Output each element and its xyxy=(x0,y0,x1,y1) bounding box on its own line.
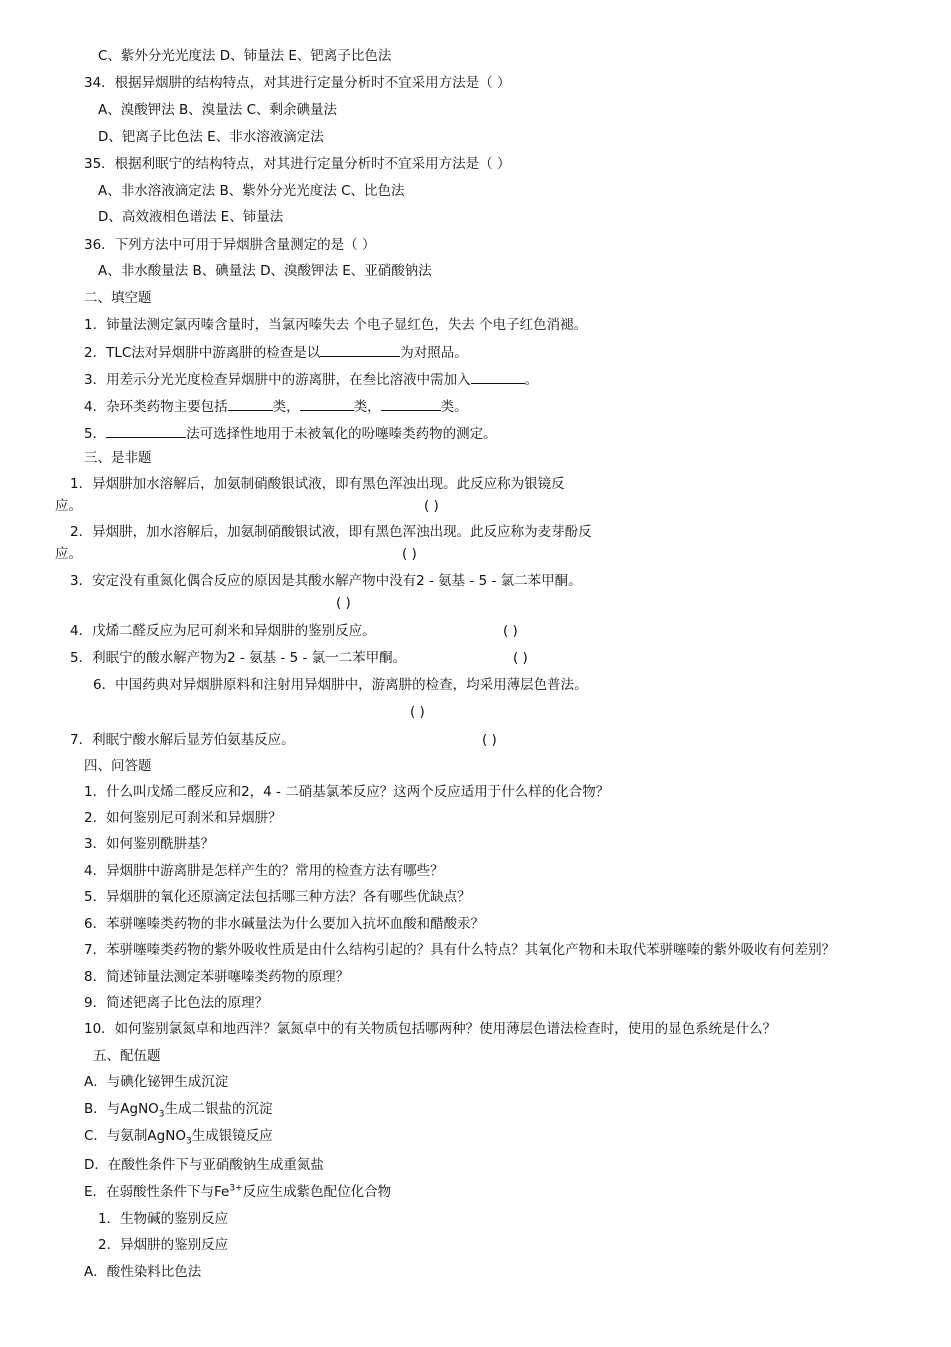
tf-q3-line1: 3．安定没有重氮化偶合反应的原因是其酸水解产物中没有2 - 氨基 - 5 - 氯二苯甲酮。 xyxy=(70,573,582,589)
qa-item: 10．如何鉴别氯氮卓和地西泮？氯氮卓中的有关物质包括哪两种？使用薄层色谱法检查时，使用的显色系统是什么？ xyxy=(84,1021,777,1037)
tf-q2-line2: 应。 xyxy=(55,546,82,562)
mc-q35-options-1: A、非水溶液滴定法 B、紫外分光光度法 C、比色法 xyxy=(98,183,405,199)
tf-q5: 5．利眠宁的酸水解产物为2 - 氨基 - 5 - 氯一二苯甲酮。 xyxy=(70,650,407,666)
mc-q34-options-1: A、溴酸钾法 B、溴量法 C、剩余碘量法 xyxy=(98,102,338,118)
mc-q35-options-2: D、高效液相色谱法 E、铈量法 xyxy=(98,209,284,225)
match-option-c-pre: C．与氨制AgNO xyxy=(84,1128,186,1144)
fill-q4-sep1: 类， xyxy=(272,399,300,415)
match-option-a: A．与碘化铋钾生成沉淀 xyxy=(84,1074,229,1090)
match-option-e xyxy=(84,1183,391,1201)
tf-q4-paren: ( ) xyxy=(503,623,518,639)
match-option-c xyxy=(84,1127,273,1145)
tf-q1-paren: ( ) xyxy=(424,498,439,514)
tf-q2-line1: 2．异烟肼，加水溶解后，加氨制硝酸银试液，即有黑色浑浊出现。此反应称为麦芽酚反 xyxy=(70,524,592,540)
tf-q6: 6．中国药典对异烟肼原料和注射用异烟肼中，游离肼的检查，均采用薄层色普法。 xyxy=(93,677,588,693)
fill-q4-blank-2 xyxy=(300,396,354,411)
qa-item: 8．简述铈量法测定苯骈噻嗪类药物的原理？ xyxy=(84,969,350,985)
mc-q36-options-1: A、非水酸量法 B、碘量法 D、溴酸钾法 E、亚硝酸钠法 xyxy=(98,263,432,279)
fill-q5 xyxy=(84,423,497,443)
fill-q3-pre: 3．用差示分光光度检查异烟肼中的游离肼，在叁比溶液中需加入 xyxy=(84,372,471,388)
mc-q34-stem: 34．根据异烟肼的结构特点，对其进行定量分析时不宜采用方法是（ ） xyxy=(84,75,511,91)
fill-q4-pre: 4．杂环类药物主要包括 xyxy=(84,399,228,415)
match-option-e-sup: 3+ xyxy=(229,1183,243,1194)
qa-item: 4．异烟肼中游离肼是怎样产生的？常用的检查方法有哪些？ xyxy=(84,863,444,879)
fill-q3-blank xyxy=(471,369,525,384)
mc-prev-options: C、紫外分光光度法 D、铈量法 E、钯离子比色法 xyxy=(98,48,392,64)
tf-q2-paren: ( ) xyxy=(402,546,417,562)
section-heading-tf: 三、是非题 xyxy=(84,450,152,466)
qa-item: 6．苯骈噻嗪类药物的非水碱量法为什么要加入抗坏血酸和醋酸汞？ xyxy=(84,916,485,932)
tf-q7-paren: ( ) xyxy=(482,732,497,748)
fill-q2-post: 为对照品。 xyxy=(400,345,468,361)
match-option-b xyxy=(84,1100,273,1118)
qa-item: 9．简述钯离子比色法的原理？ xyxy=(84,995,269,1011)
match-option-e-pre: E．在弱酸性条件下与Fe xyxy=(84,1184,230,1200)
tf-q6-paren: ( ) xyxy=(410,704,425,720)
fill-q5-pre: 5． xyxy=(84,426,107,442)
fill-q2-blank xyxy=(320,342,400,357)
fill-q5-blank xyxy=(106,423,186,438)
tf-q3-paren: ( ) xyxy=(336,595,351,611)
fill-q4-sep2: 类， xyxy=(353,399,381,415)
match-option-d: D．在酸性条件下与亚硝酸钠生成重氮盐 xyxy=(84,1157,324,1173)
section-heading-match: 五、配伍题 xyxy=(93,1048,161,1064)
mc-q34-options-2: D、钯离子比色法 E、非水溶液滴定法 xyxy=(98,129,324,145)
match-next-option-a: A．酸性染料比色法 xyxy=(84,1264,202,1280)
section-heading-fill: 二、填空题 xyxy=(84,290,152,306)
match-option-e-post: 反应生成紫色配位化合物 xyxy=(242,1184,392,1200)
match-option-b-pre: B．与AgNO xyxy=(84,1101,159,1117)
match-option-b-sub: 3 xyxy=(158,1109,165,1120)
fill-q3-post: 。 xyxy=(524,372,539,388)
match-question-2: 2．异烟肼的鉴别反应 xyxy=(98,1237,229,1253)
match-question-1: 1．生物碱的鉴别反应 xyxy=(98,1211,229,1227)
match-option-b-post: 生成二银盐的沉淀 xyxy=(164,1101,273,1117)
fill-q3 xyxy=(84,369,538,389)
qa-item: 7．苯骈噻嗪类药物的紫外吸收性质是由什么结构引起的？具有什么特点？其氧化产物和未取代苯骈噻嗪的紫外吸收有何差别？ xyxy=(84,942,836,958)
match-option-c-post: 生成银镜反应 xyxy=(191,1128,273,1144)
section-heading-qa: 四、问答题 xyxy=(84,758,152,774)
qa-item: 1．什么叫戊烯二醛反应和2，4 - 二硝基氯苯反应？这两个反应适用于什么样的化合物？ xyxy=(84,784,610,800)
tf-q5-paren: ( ) xyxy=(513,650,528,666)
qa-item: 2．如何鉴别尼可刹米和异烟肼？ xyxy=(84,810,282,826)
tf-q4: 4．戊烯二醛反应为尼可刹米和异烟肼的鉴别反应。 xyxy=(70,623,376,639)
fill-q5-post: 法可选择性地用于未被氧化的吩噻嗪类药物的测定。 xyxy=(186,426,497,442)
fill-q2-pre: 2．TLC法对异烟肼中游离肼的检查是以 xyxy=(84,345,321,361)
tf-q1-line2: 应。 xyxy=(55,498,82,514)
fill-q4-blank-1 xyxy=(228,396,273,411)
qa-item: 3．如何鉴别酰肼基？ xyxy=(84,836,215,852)
mc-q35-stem: 35．根据利眠宁的结构特点，对其进行定量分析时不宜采用方法是（ ） xyxy=(84,156,511,172)
fill-q4-blank-3 xyxy=(381,396,441,411)
qa-item: 5．异烟肼的氧化还原滴定法包括哪三种方法？各有哪些优缺点？ xyxy=(84,889,471,905)
fill-q2 xyxy=(84,342,468,362)
fill-q4-post: 类。 xyxy=(440,399,468,415)
tf-q1-line1: 1．异烟肼加水溶解后，加氨制硝酸银试液，即有黑色浑浊出现。此反应称为银镜反 xyxy=(70,476,565,492)
match-option-c-sub: 3 xyxy=(185,1136,192,1147)
tf-q7: 7．利眠宁酸水解后显芳伯氨基反应。 xyxy=(70,732,295,748)
mc-q36-stem: 36．下列方法中可用于异烟肼含量测定的是（ ） xyxy=(84,237,376,253)
fill-q1: 1．铈量法测定氯丙嗪含量时，当氯丙嗪失去 个电子显红色，失去 个电子红色消褪。 xyxy=(84,317,588,333)
fill-q4 xyxy=(84,396,468,416)
